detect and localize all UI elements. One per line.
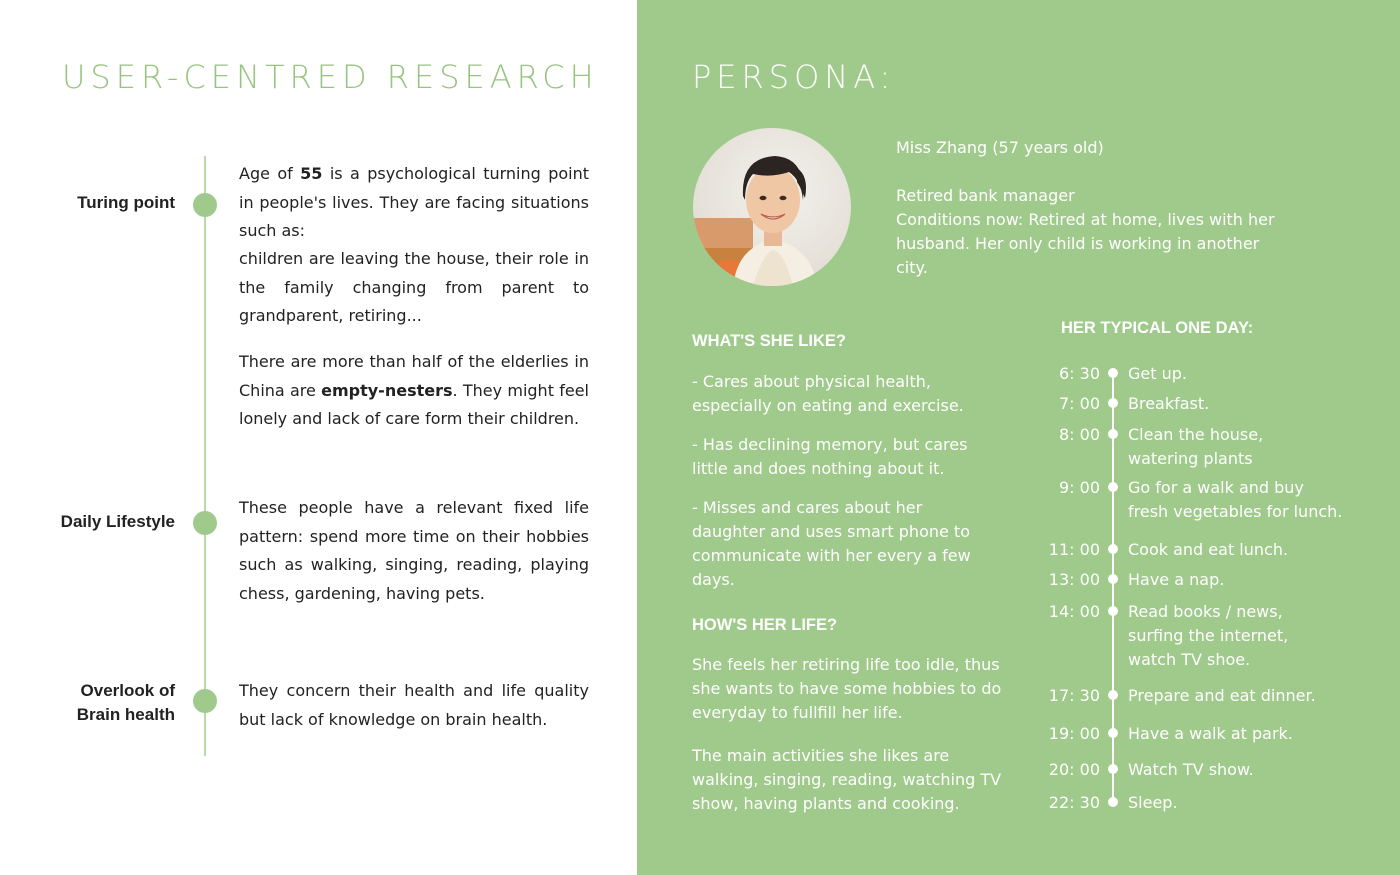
timeline-dot: [193, 193, 217, 217]
day-time: 9: 00: [1058, 478, 1100, 497]
day-dot: [1108, 482, 1118, 492]
section-label-daily-lifestyle: Daily Lifestyle: [60, 512, 175, 531]
day-time: 8: 00: [1058, 425, 1100, 444]
day-time: 11: 00: [1048, 540, 1100, 559]
day-activity: Clean the house, watering plants: [1128, 425, 1264, 468]
section-label-turning-point: Turing point: [77, 193, 175, 212]
timeline-dot: [193, 511, 217, 535]
day-dot: [1108, 398, 1118, 408]
persona-job: Retired bank manager: [896, 186, 1075, 205]
day-dot: [1108, 690, 1118, 700]
day-activity: Cook and eat lunch.: [1128, 540, 1289, 559]
day-dot: [1108, 606, 1118, 616]
day-time: 7: 00: [1058, 394, 1100, 413]
persona-name-age: Miss Zhang (57 years old): [896, 138, 1104, 157]
persona-title: PERSONA:: [692, 58, 896, 96]
life-paragraph: She feels her retiring life too idle, thus she wants to have some hobbies to do everyday to fullfill her life.: [692, 655, 1002, 722]
like-item: - Has declining memory, but cares little and does nothing about it.: [692, 435, 968, 478]
day-activity: Go for a walk and buy fresh vegetables for lunch.: [1128, 478, 1343, 521]
research-panel: [0, 0, 637, 875]
day-dot: [1108, 429, 1118, 439]
day-dot: [1108, 797, 1118, 807]
day-dot: [1108, 728, 1118, 738]
day-dot: [1108, 544, 1118, 554]
section-label-brain-health: Overlook of Brain health: [76, 681, 175, 724]
life-paragraph: The main activities she likes are walking, singing, reading, watching TV show, having plants and cooking.: [692, 746, 1002, 813]
day-time: 14: 00: [1048, 602, 1100, 621]
persona-profile: [896, 136, 1296, 280]
section-paragraph: Age of 55 is a psychological turning point in people's lives. They are facing situations such as:: [239, 164, 589, 240]
section-paragraph: They concern their health and life quality but lack of knowledge on brain health.: [239, 681, 589, 729]
day-dot: [1108, 368, 1118, 378]
day-time: 19: 00: [1048, 724, 1100, 743]
day-activity: Breakfast.: [1128, 394, 1210, 413]
persona-conditions: Conditions now: Retired at home, lives with her husband. Her only child is working in another city.: [896, 210, 1275, 277]
day-time: 17: 30: [1048, 686, 1100, 705]
life-heading: HOW'S HER LIFE?: [692, 616, 838, 634]
day-activity: Prepare and eat dinner.: [1128, 686, 1316, 705]
like-heading: WHAT'S SHE LIKE?: [692, 332, 846, 350]
day-time: 22: 30: [1048, 793, 1100, 812]
day-dot: [1108, 764, 1118, 774]
day-activity: Read books / news, surfing the internet, watch TV shoe.: [1128, 602, 1289, 669]
day-activity: Watch TV show.: [1128, 760, 1254, 779]
day-activity: Have a walk at park.: [1128, 724, 1293, 743]
section-paragraph: There are more than half of the elderlies in China are empty-nesters. They might feel lonely and lack of care form their children.: [239, 352, 589, 428]
timeline-line: [204, 156, 206, 756]
day-dot: [1108, 574, 1118, 584]
like-item: - Misses and cares about her daughter and uses smart phone to communicate with her every a few days.: [692, 498, 971, 589]
timeline-dot: [193, 689, 217, 713]
persona-photo: [693, 128, 851, 286]
day-activity: Sleep.: [1128, 793, 1178, 812]
day-time: 20: 00: [1048, 760, 1100, 779]
day-time: 6: 30: [1058, 364, 1100, 383]
day-heading: HER TYPICAL ONE DAY:: [1061, 319, 1254, 337]
day-activity: Have a nap.: [1128, 570, 1225, 589]
persona-panel: [637, 0, 1400, 875]
like-item: - Cares about physical health, especially on eating and exercise.: [692, 372, 964, 415]
section-paragraph: children are leaving the house, their role in the family changing from parent to grandparent, retiring...: [239, 249, 589, 325]
woman-portrait-icon: [693, 128, 851, 286]
section-paragraph: These people have a relevant fixed life pattern: spend more time on their hobbies such as walking, singing, reading, playing chess, gardening, having pets.: [239, 498, 589, 603]
day-time: 13: 00: [1048, 570, 1100, 589]
research-title: USER-CENTRED RESEARCH: [62, 58, 599, 96]
day-activity: Get up.: [1128, 364, 1187, 383]
